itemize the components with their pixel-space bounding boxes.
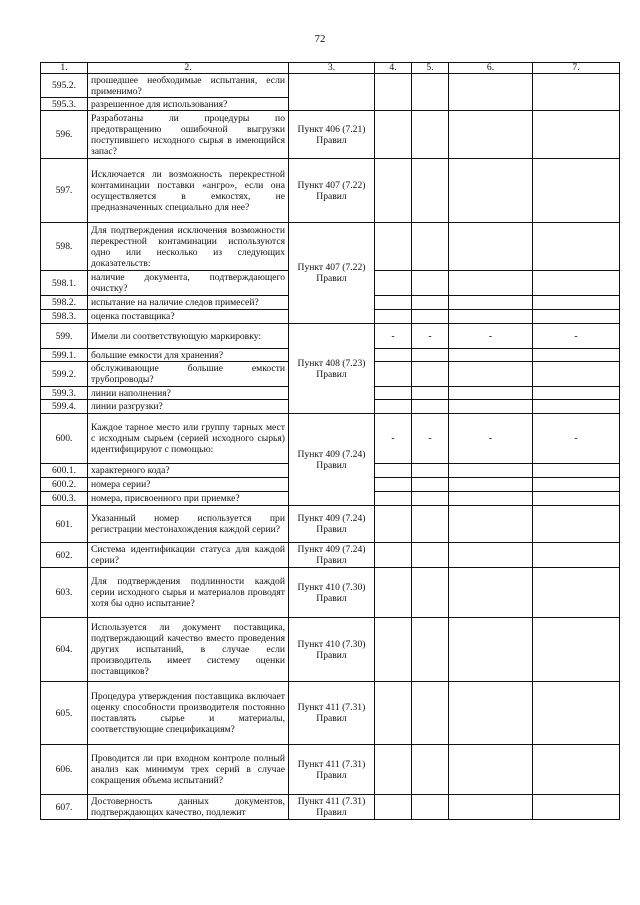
page-number: 72 [314, 33, 326, 45]
answer-cell [449, 568, 533, 618]
row-question: оценка поставщика? [88, 310, 289, 324]
dash-mark: - [449, 324, 533, 349]
row-number: 595.2. [41, 74, 88, 98]
answer-cell [449, 349, 533, 362]
table-row [41, 74, 620, 98]
answer-cell [449, 682, 533, 745]
table-row [41, 618, 620, 682]
answer-cell [412, 682, 449, 745]
answer-cell [412, 349, 449, 362]
answer-cell [375, 464, 412, 478]
row-number: 595.3. [41, 98, 88, 111]
answer-cell [375, 492, 412, 506]
row-reference: Пункт 411 (7.31) Правил [289, 795, 375, 820]
row-number: 599.2. [41, 362, 88, 387]
row-number: 599.1. [41, 349, 88, 362]
answer-cell [449, 464, 533, 478]
row-question: Достоверность данных документов, подтверждающих качество, подлежит [88, 795, 289, 820]
table-row [41, 111, 620, 159]
answer-cell [412, 543, 449, 568]
table-row [41, 568, 620, 618]
row-question: Система идентификации статуса для каждой серии? [88, 543, 289, 568]
answer-cell [412, 159, 449, 223]
answer-cell [412, 223, 449, 271]
table-row [41, 543, 620, 568]
row-question: номера, присвоенного при приемке? [88, 492, 289, 506]
answer-cell [533, 387, 620, 400]
answer-cell [375, 568, 412, 618]
col-header: 4. [375, 63, 412, 74]
table-row [41, 223, 620, 271]
answer-cell [533, 506, 620, 543]
answer-cell [449, 223, 533, 271]
answer-cell [533, 400, 620, 414]
row-number: 603. [41, 568, 88, 618]
row-question: наличие документа, подтверждающего очистку? [88, 271, 289, 296]
row-reference: Пункт 409 (7.24) Правил [289, 543, 375, 568]
table-row [41, 795, 620, 820]
dash-mark: - [449, 414, 533, 464]
answer-cell [533, 159, 620, 223]
answer-cell [533, 111, 620, 159]
answer-cell [412, 478, 449, 492]
answer-cell [533, 478, 620, 492]
answer-cell [533, 271, 620, 296]
row-number: 596. [41, 111, 88, 159]
col-header: 6. [449, 63, 533, 74]
answer-cell [375, 400, 412, 414]
row-question: прошедшее необходимые испытания, если применимо? [88, 74, 289, 98]
answer-cell [375, 795, 412, 820]
row-question: испытание на наличие следов примесей? [88, 296, 289, 310]
answer-cell [375, 362, 412, 387]
row-number: 600.1. [41, 464, 88, 478]
row-reference: Пункт 411 (7.31) Правил [289, 682, 375, 745]
answer-cell [533, 543, 620, 568]
answer-cell [449, 387, 533, 400]
col-header: 3. [289, 63, 375, 74]
answer-cell [375, 478, 412, 492]
answer-cell [412, 362, 449, 387]
row-number: 598.1. [41, 271, 88, 296]
table-row [41, 682, 620, 745]
answer-cell [449, 543, 533, 568]
answer-cell [449, 400, 533, 414]
answer-cell [375, 745, 412, 795]
col-header: 5. [412, 63, 449, 74]
answer-cell [449, 795, 533, 820]
answer-cell [412, 745, 449, 795]
row-question: линии разгрузки? [88, 400, 289, 414]
row-question: номера серии? [88, 478, 289, 492]
table-row [41, 414, 620, 464]
answer-cell [533, 464, 620, 478]
row-question: линии наполнения? [88, 387, 289, 400]
answer-cell [412, 618, 449, 682]
row-reference: Пункт 411 (7.31) Правил [289, 745, 375, 795]
answer-cell [375, 543, 412, 568]
answer-cell [449, 310, 533, 324]
answer-cell [449, 271, 533, 296]
answer-cell [375, 271, 412, 296]
row-question: Исключается ли возможность перекрестной контаминации поставки «ангро», если она осуществляется в емкостях, не предназначенных специально для нее? [88, 159, 289, 223]
answer-cell [449, 618, 533, 682]
answer-cell [533, 492, 620, 506]
row-number: 600. [41, 414, 88, 464]
row-number: 604. [41, 618, 88, 682]
dash-mark: - [375, 324, 412, 349]
answer-cell [375, 682, 412, 745]
row-reference [289, 74, 375, 111]
row-question: характерного кода? [88, 464, 289, 478]
answer-cell [375, 111, 412, 159]
row-reference: Пункт 410 (7.30) Правил [289, 568, 375, 618]
row-reference: Пункт 409 (7.24) Правил [289, 506, 375, 543]
row-number: 598.3. [41, 310, 88, 324]
dash-mark: - [533, 324, 620, 349]
answer-cell [412, 400, 449, 414]
row-question: обслуживающие большие емкости трубопроводы? [88, 362, 289, 387]
answer-cell [375, 159, 412, 223]
table-row [41, 159, 620, 223]
row-reference: Пункт 406 (7.21) Правил [289, 111, 375, 159]
table-header-row [41, 63, 620, 74]
answer-cell [412, 74, 449, 111]
table-row [41, 506, 620, 543]
answer-cell [412, 296, 449, 310]
row-question: разрешенное для использования? [88, 98, 289, 111]
answer-cell [375, 349, 412, 362]
answer-cell [412, 795, 449, 820]
dash-mark: - [375, 414, 412, 464]
answer-cell [375, 506, 412, 543]
row-reference: Пункт 407 (7.22) Правил [289, 223, 375, 324]
table-row [41, 324, 620, 349]
answer-cell [533, 682, 620, 745]
row-question: Указанный номер используется при регистрации местонахождения каждой серии? [88, 506, 289, 543]
answer-cell [533, 618, 620, 682]
answer-cell [533, 223, 620, 271]
answer-cell [449, 492, 533, 506]
row-question: Разработаны ли процедуры по предотвращению ошибочной выгрузки поступившего исходного сырья в имеющийся запас? [88, 111, 289, 159]
col-header: 7. [533, 63, 620, 74]
dash-mark: - [412, 324, 449, 349]
row-question: Используется ли документ поставщика, подтверждающий качество вместо проведения других испытаний, в случае если производитель имеет систему оценки поставщиков? [88, 618, 289, 682]
answer-cell [449, 296, 533, 310]
answer-cell [533, 795, 620, 820]
answer-cell [375, 387, 412, 400]
row-number: 607. [41, 795, 88, 820]
answer-cell [533, 349, 620, 362]
row-reference: Пункт 407 (7.22) Правил [289, 159, 375, 223]
answer-cell [375, 618, 412, 682]
answer-cell [412, 387, 449, 400]
answer-cell [449, 745, 533, 795]
row-number: 605. [41, 682, 88, 745]
row-number: 600.2. [41, 478, 88, 492]
answer-cell [412, 111, 449, 159]
table-row [41, 745, 620, 795]
answer-cell [449, 478, 533, 492]
row-question: Для подтверждения подлинности каждой серии исходного сырья и материалов проводят хотя бы одно испытание? [88, 568, 289, 618]
row-number: 600.3. [41, 492, 88, 506]
answer-cell [375, 223, 412, 271]
dash-mark: - [412, 414, 449, 464]
row-reference: Пункт 409 (7.24) Правил [289, 414, 375, 506]
answer-cell [533, 568, 620, 618]
answer-cell [533, 310, 620, 324]
row-number: 606. [41, 745, 88, 795]
row-reference: Пункт 410 (7.30) Правил [289, 618, 375, 682]
answer-cell [412, 568, 449, 618]
answer-cell [412, 464, 449, 478]
answer-cell [449, 111, 533, 159]
row-number: 598. [41, 223, 88, 271]
row-question: Проводится ли при входном контроле полный анализ как минимум трех серий в случае сокращения объема испытаний? [88, 745, 289, 795]
col-header: 1. [41, 63, 88, 74]
answer-cell [412, 506, 449, 543]
answer-cell [412, 310, 449, 324]
row-question: большие емкости для хранения? [88, 349, 289, 362]
row-number: 599.3. [41, 387, 88, 400]
row-question: Процедура утверждения поставщика включает оценку способности производителя постоянно поставлять сырье и материалы, соответствующие спецификациям? [88, 682, 289, 745]
row-question: Имели ли соответствующую маркировку: [88, 324, 289, 349]
answer-cell [449, 362, 533, 387]
row-number: 598.2. [41, 296, 88, 310]
row-question: Каждое тарное место или группу тарных мест с исходным сырьем (серией исходного сырья) идентифицируют с помощью: [88, 414, 289, 464]
answer-cell [449, 74, 533, 111]
answer-cell [449, 506, 533, 543]
answer-cell [533, 296, 620, 310]
answer-cell [533, 745, 620, 795]
row-number: 597. [41, 159, 88, 223]
answer-cell [412, 492, 449, 506]
checklist-table [40, 62, 620, 820]
row-number: 602. [41, 543, 88, 568]
answer-cell [533, 74, 620, 111]
answer-cell [533, 362, 620, 387]
row-number: 599. [41, 324, 88, 349]
answer-cell [375, 296, 412, 310]
dash-mark: - [533, 414, 620, 464]
answer-cell [412, 271, 449, 296]
row-reference: Пункт 408 (7.23) Правил [289, 324, 375, 414]
row-number: 601. [41, 506, 88, 543]
row-question: Для подтверждения исключения возможности перекрестной контаминации используются одно или несколько из следующих доказательств: [88, 223, 289, 271]
row-number: 599.4. [41, 400, 88, 414]
answer-cell [449, 159, 533, 223]
answer-cell [375, 310, 412, 324]
col-header: 2. [88, 63, 289, 74]
answer-cell [375, 74, 412, 111]
